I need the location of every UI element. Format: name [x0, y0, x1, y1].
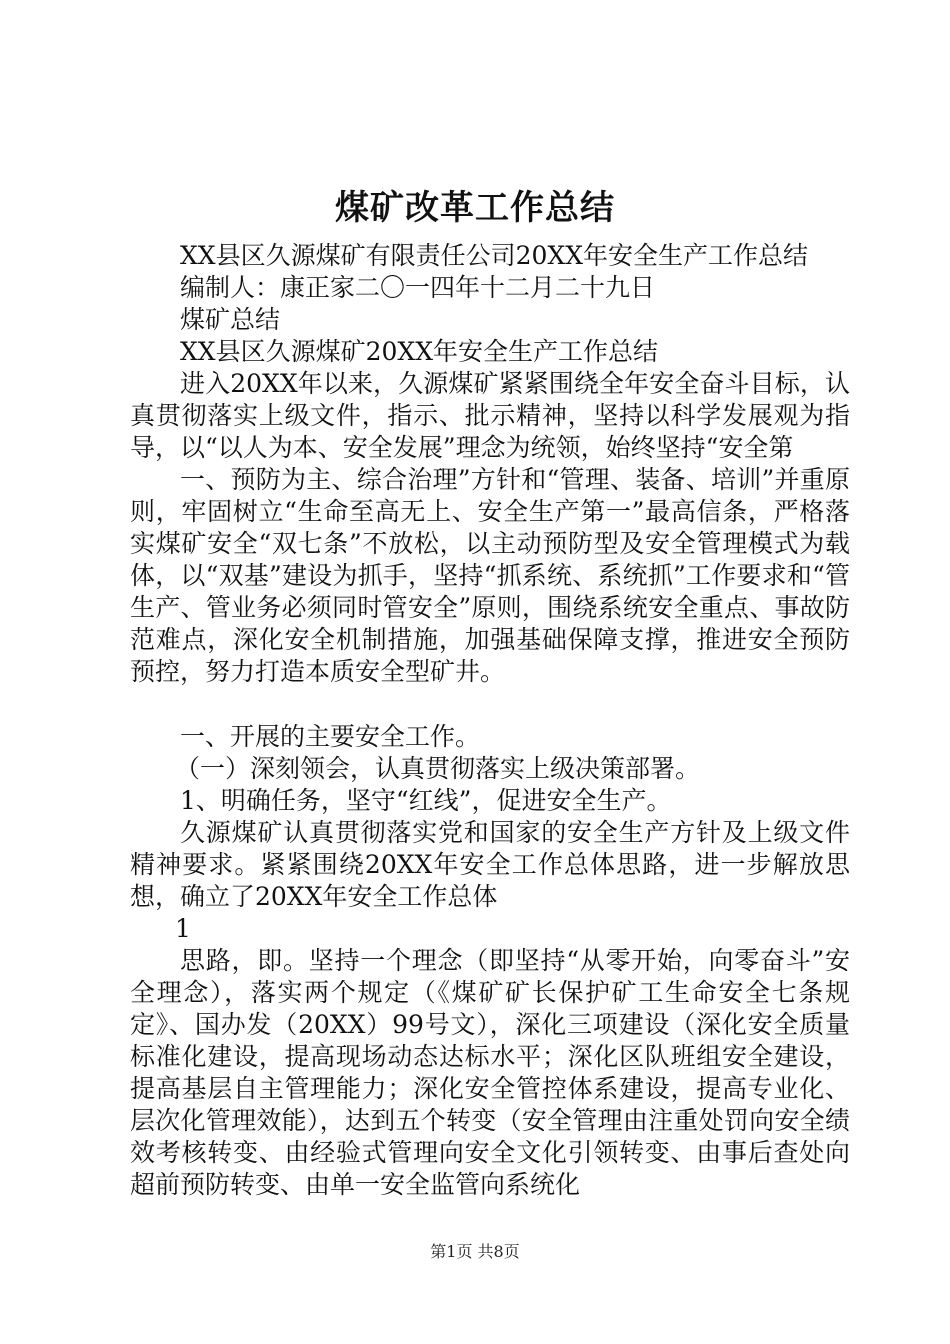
document-body	[130, 240, 850, 1201]
item-heading-1: 1、明确任务，坚守“红线”，促进安全生产。	[180, 786, 672, 815]
paragraph-summary-label: 煤矿总结	[180, 305, 281, 334]
paragraph-principles: 一、预防为主、综合治理”方针和“管理、装备、培训”并重原则，牢固树立“生命至高无上、安全生产第一”最高信条，严格落实煤矿安全“双七条”不放松，以主动预防型及安全管理模式为载体，以“双基”建设为抓手，坚持“抓系统、系统抓”工作要求和“管生产、管业务必须同时管安全”原则，围绕系统安全重点、事故防范难点，深化安全机制措施，加强基础保障支撑，推进安全预防预控，努力打造本质安全型矿井。	[130, 465, 850, 686]
page-footer: 第1页 共8页	[430, 1242, 520, 1261]
document-title: 煤矿改革工作总结	[335, 188, 615, 228]
paragraph-gap	[130, 688, 850, 721]
paragraph-intro: 进入20XX年以来，久源煤矿紧紧围绕全年安全奋斗目标，认真贯彻落实上级文件，指示、批示精神，坚持以科学发展观为指导，以“以人为本、安全发展”理念为统领，始终坚持“安全第	[130, 369, 850, 462]
inline-page-number: 1	[175, 914, 191, 943]
paragraph-report-title: XX县区久源煤矿20XX年安全生产工作总结	[180, 337, 659, 366]
section-heading-main-work: 一、开展的主要安全工作。	[180, 722, 481, 751]
paragraph-implementation: 久源煤矿认真贯彻落实党和国家的安全生产方针及上级文件精神要求。紧紧围绕20XX年安全工作总体思路，进一步解放思想，确立了20XX年安全工作总体	[130, 818, 850, 911]
paragraph-author-date: 编制人：康正家二〇一四年十二月二十九日	[180, 273, 656, 302]
subsection-heading-1: （一）深刻领会，认真贯彻落实上级决策部署。	[175, 754, 701, 783]
paragraph-company-title: XX县区久源煤矿有限责任公司20XX年安全生产工作总结	[180, 241, 809, 270]
paragraph-thinking: 思路，即。坚持一个理念（即坚持“从零开始，向零奋斗”安全理念），落实两个规定（《煤矿矿长保护矿工生命安全七条规定》、国办发（20XX）99号文），深化三项建设（深化安全质量标准化建设，提高现场动态达标水平；深化区队班组安全建设，提高基层自主管理能力；深化安全管控体系建设，提高专业化、层次化管理效能），达到五个转变（安全管理由注重处罚向安全绩效考核转变、由经验式管理向安全文化引领转变、由事后查处向超前预防转变、由单一安全监管向系统化	[130, 946, 850, 1199]
